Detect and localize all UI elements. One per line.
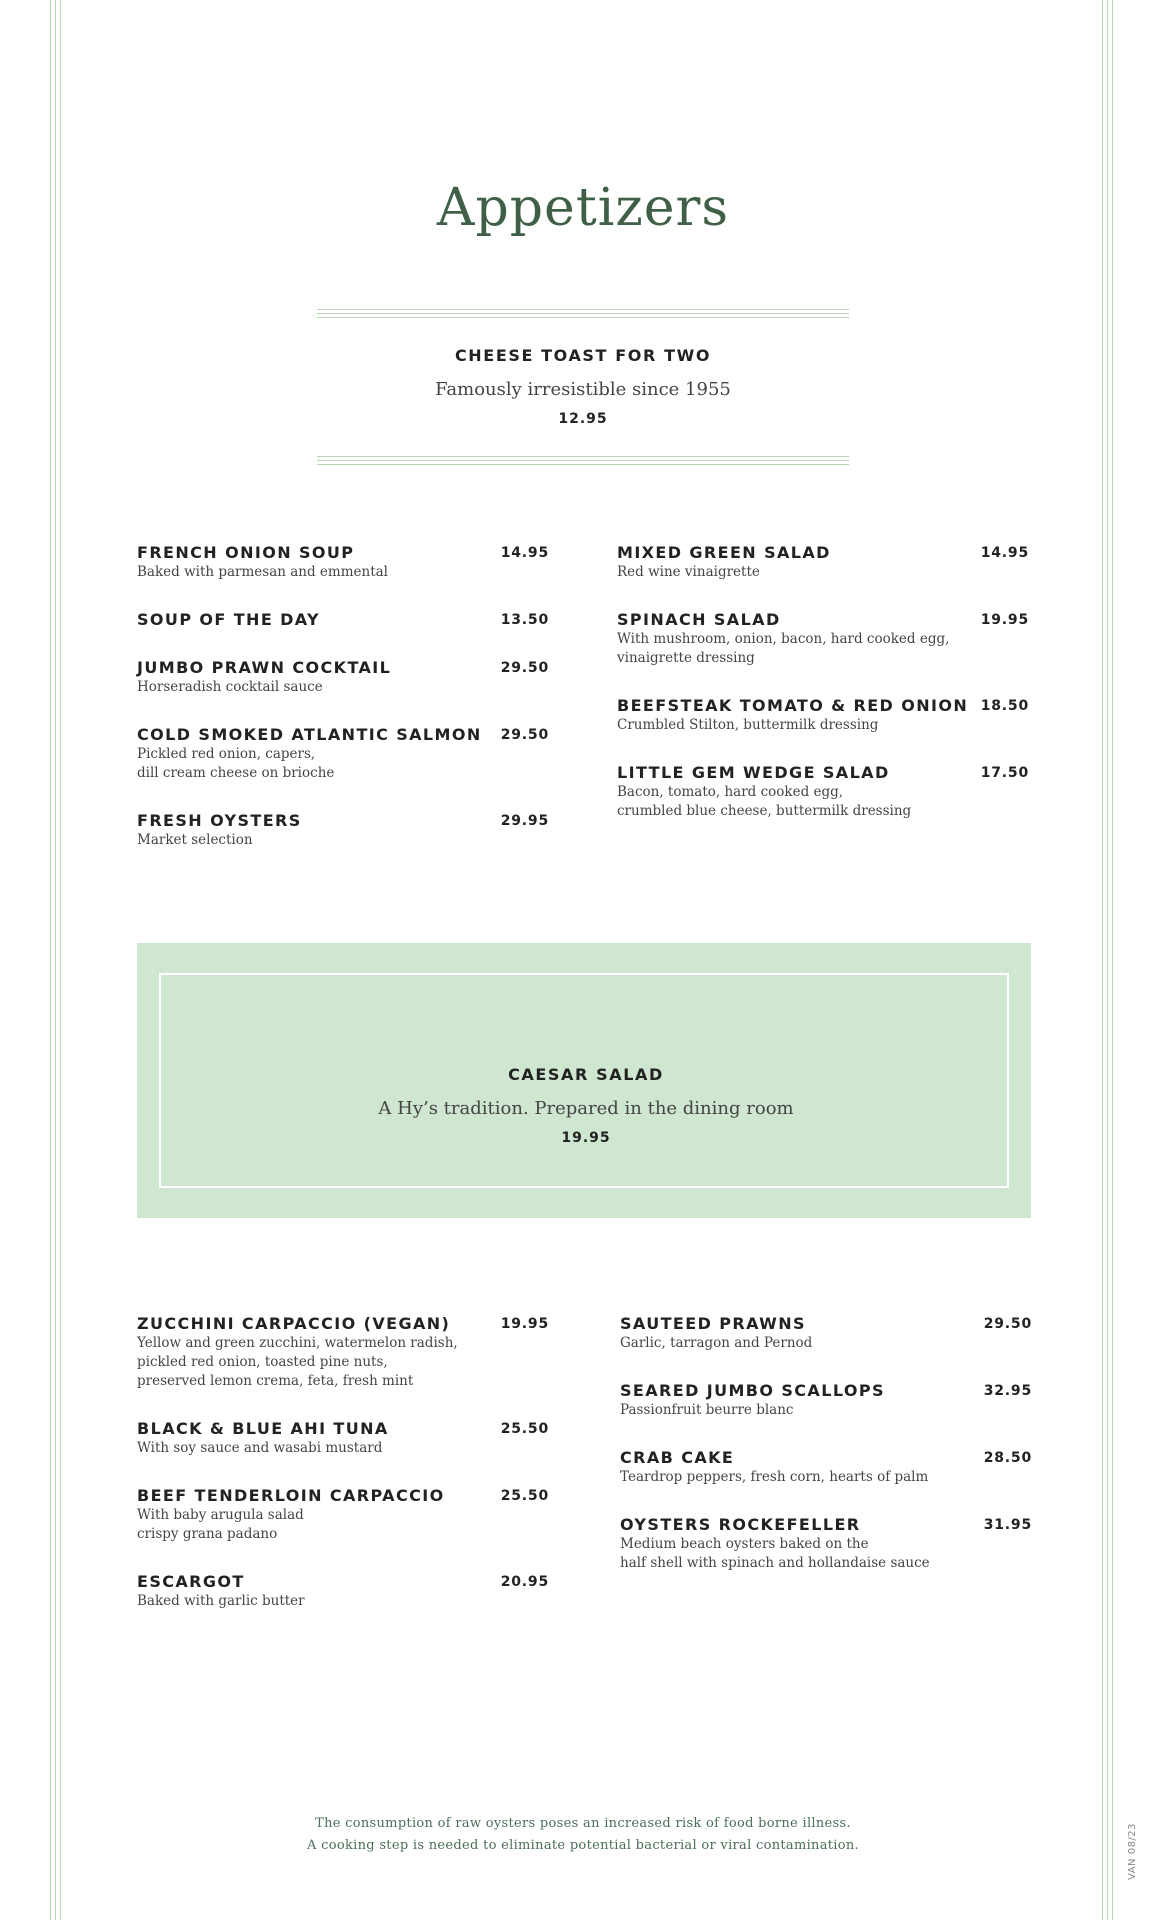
menu-item-name: SOUP OF THE DAY	[137, 610, 321, 629]
disclaimer-line-1: The consumption of raw oysters poses an increased risk of food borne illness.	[315, 1816, 851, 1831]
menu-item-description: With mushroom, onion, bacon, hard cooked egg, vinaigrette dressing	[617, 631, 950, 666]
menu-item-description: With soy sauce and wasabi mustard	[137, 1440, 383, 1456]
menu-item-name: FRESH OYSTERS	[137, 811, 302, 830]
menu-item-price: 20.95	[500, 1574, 549, 1590]
frame-line-right-outer	[1112, 0, 1113, 1920]
menu-item-name: CRAB CAKE	[620, 1448, 735, 1467]
menu-item-description: Baked with parmesan and emmental	[137, 564, 388, 580]
frame-line-left-outer	[50, 0, 51, 1920]
menu-item-price: 31.95	[983, 1517, 1032, 1533]
menu-column-hot-appetizers	[620, 1314, 1032, 1573]
menu-item-description: Baked with garlic butter	[137, 1593, 305, 1609]
caesar-salad-item	[161, 1064, 1011, 1148]
menu-item	[617, 610, 1029, 668]
menu-item-price: 19.95	[980, 612, 1029, 628]
menu-item-price: 14.95	[500, 545, 549, 561]
menu-item-price: 29.50	[983, 1316, 1032, 1332]
menu-item-name: OYSTERS ROCKEFELLER	[620, 1515, 861, 1534]
menu-item	[620, 1381, 1032, 1420]
page-title: Appetizers	[436, 178, 730, 238]
menu-item-name: JUMBO PRAWN COCKTAIL	[137, 658, 392, 677]
raw-oyster-disclaimer	[0, 1813, 1166, 1857]
menu-item-price: 25.50	[500, 1488, 549, 1504]
menu-item-description: Garlic, tarragon and Pernod	[620, 1335, 813, 1351]
menu-item-price: 18.50	[980, 698, 1029, 714]
menu-item	[137, 1572, 549, 1611]
menu-item-description: Bacon, tomato, hard cooked egg, crumbled blue cheese, buttermilk dressing	[617, 784, 912, 819]
caesar-salad-panel	[137, 943, 1031, 1218]
featured-rule-bottom-1	[317, 456, 849, 457]
menu-item-price: 29.50	[500, 727, 549, 743]
menu-item-name: LITTLE GEM WEDGE SALAD	[617, 763, 890, 782]
frame-line-left-middle	[55, 0, 56, 1920]
featured-item-price: 12.95	[558, 411, 608, 427]
menu-item-description: Pickled red onion, capers, dill cream cheese on brioche	[137, 746, 335, 781]
menu-item	[137, 610, 549, 630]
featured-rule-top-1	[317, 309, 849, 310]
menu-item-description: Market selection	[137, 832, 253, 848]
menu-item-price: 29.50	[500, 660, 549, 676]
frame-line-right-inner	[1102, 0, 1103, 1920]
menu-item-name: MIXED GREEN SALAD	[617, 543, 831, 562]
menu-item	[137, 1486, 549, 1544]
menu-column-soups-seafood	[137, 543, 549, 850]
menu-item-price: 17.50	[980, 765, 1029, 781]
disclaimer-line-2: A cooking step is needed to eliminate potential bacterial or viral contamination.	[307, 1838, 859, 1853]
menu-item	[137, 658, 549, 697]
menu-item	[137, 811, 549, 850]
menu-item	[620, 1448, 1032, 1487]
menu-column-salads	[617, 543, 1029, 821]
menu-item-description: Yellow and green zucchini, watermelon radish, pickled red onion, toasted pine nuts, preserved lemon crema, feta, fresh mint	[137, 1335, 458, 1389]
menu-item-name: BEEFSTEAK TOMATO & RED ONION	[617, 696, 969, 715]
menu-item	[617, 543, 1029, 582]
menu-item-description: With baby arugula salad crispy grana padano	[137, 1507, 304, 1542]
featured-rule-top-2	[317, 313, 849, 314]
caesar-salad-description: A Hy’s tradition. Prepared in the dining room	[378, 1098, 794, 1119]
menu-item-name: SEARED JUMBO SCALLOPS	[620, 1381, 885, 1400]
featured-rule-bottom-2	[317, 460, 849, 461]
caesar-salad-price: 19.95	[561, 1130, 611, 1146]
featured-item-description: Famously irresistible since 1955	[435, 379, 731, 400]
menu-item	[137, 1419, 549, 1458]
menu-item-description: Passionfruit beurre blanc	[620, 1402, 794, 1418]
menu-item-price: 25.50	[500, 1421, 549, 1437]
menu-item	[620, 1314, 1032, 1353]
menu-item-description: Red wine vinaigrette	[617, 564, 760, 580]
menu-item-price: 29.95	[500, 813, 549, 829]
menu-item-price: 28.50	[983, 1450, 1032, 1466]
featured-item	[0, 345, 1166, 429]
menu-version-code: VAN 08/23	[1127, 1822, 1138, 1880]
featured-rule-bottom-3	[317, 464, 849, 465]
menu-item-name: ZUCCHINI CARPACCIO (VEGAN)	[137, 1314, 451, 1333]
menu-item	[617, 696, 1029, 735]
menu-item-name: FRENCH ONION SOUP	[137, 543, 355, 562]
featured-rule-top-3	[317, 317, 849, 318]
menu-item	[617, 763, 1029, 821]
menu-item-name: COLD SMOKED ATLANTIC SALMON	[137, 725, 482, 744]
menu-item-description: Horseradish cocktail sauce	[137, 679, 323, 695]
menu-item-name: BLACK & BLUE AHI TUNA	[137, 1419, 389, 1438]
menu-item-name: SAUTEED PRAWNS	[620, 1314, 806, 1333]
menu-item-description: Crumbled Stilton, buttermilk dressing	[617, 717, 879, 733]
menu-item-price: 14.95	[980, 545, 1029, 561]
menu-item-name: SPINACH SALAD	[617, 610, 781, 629]
caesar-salad-panel-border	[159, 973, 1009, 1188]
menu-item-price: 19.95	[500, 1316, 549, 1332]
menu-item	[137, 725, 549, 783]
menu-item	[137, 543, 549, 582]
menu-item	[620, 1515, 1032, 1573]
menu-item-description: Medium beach oysters baked on the half shell with spinach and hollandaise sauce	[620, 1536, 930, 1571]
menu-item-description: Teardrop peppers, fresh corn, hearts of palm	[620, 1469, 929, 1485]
menu-item-price: 13.50	[500, 612, 549, 628]
menu-column-cold-appetizers	[137, 1314, 549, 1611]
frame-line-right-middle	[1107, 0, 1108, 1920]
menu-item-name: ESCARGOT	[137, 1572, 245, 1591]
menu-item-name: BEEF TENDERLOIN CARPACCIO	[137, 1486, 445, 1505]
frame-line-left-inner	[60, 0, 61, 1920]
menu-item	[137, 1314, 549, 1391]
menu-item-price: 32.95	[983, 1383, 1032, 1399]
caesar-salad-name: CAESAR SALAD	[508, 1065, 664, 1084]
featured-item-name: CHEESE TOAST FOR TWO	[454, 346, 712, 365]
